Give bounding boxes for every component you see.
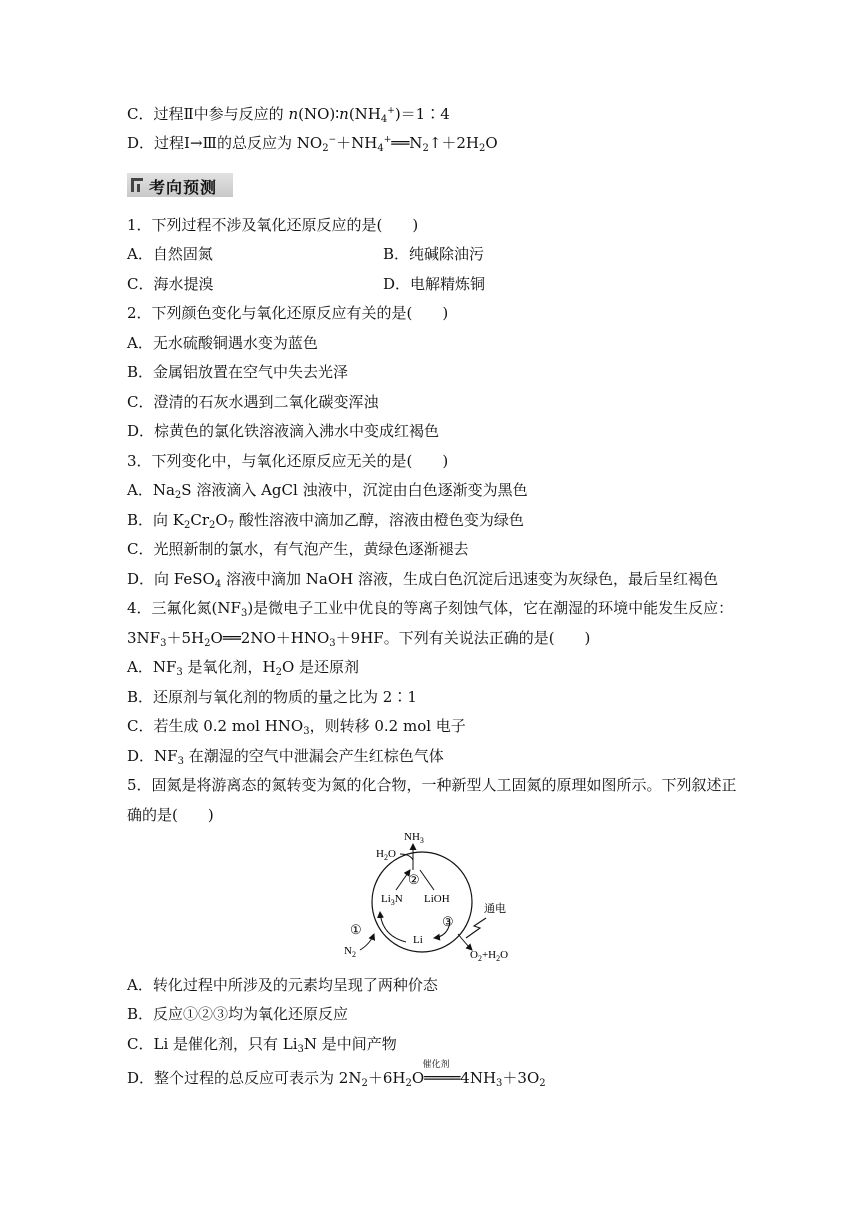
arrow-from-h2o [400, 854, 413, 860]
q4-option-c: C．若生成 0.2 mol $HNO_3$，则转移 0.2 mol 电子 [127, 717, 466, 737]
arrow-li-to-li3n [380, 912, 406, 942]
section-mark-icon [131, 178, 143, 192]
q3-option-c: C．光照新制的氯水，有气泡产生，黄绿色逐渐褪去 [127, 540, 469, 558]
label-li: Li [413, 934, 423, 946]
q5-stem-line1: 5．固氮是将游离态的氮转变为氮的化合物，一种新型人工固氮的原理如图所示。下列叙述正 [127, 776, 737, 794]
label-nh3: $NH_3$ [404, 831, 424, 845]
q5-option-a: A．转化过程中所涉及的元素均呈现了两种价态 [127, 976, 438, 994]
section-title: 考向预测 [149, 178, 218, 197]
electricity-bolt-icon [466, 918, 486, 938]
q2-stem: 2．下列颜色变化与氧化还原反应有关的是( ) [127, 304, 449, 322]
q5-stem-line2: 确的是( ) [127, 806, 214, 824]
q1-option-a: A．自然固氮 [127, 245, 213, 263]
q1-option-c: C．海水提溴 [127, 275, 214, 293]
q2-option-a: A．无水硫酸铜遇水变为蓝色 [127, 334, 318, 352]
q5-option-d: D．整个过程的总反应可表示为 $2N_2+6H_2$ 催化剂 $O════4NH_3+3O_2$ [127, 1060, 546, 1089]
label-lioh: LiOH [424, 893, 450, 905]
q3-stem: 3．下列变化中，与氧化还原反应无关的是( ) [127, 452, 449, 470]
arrow-to-o2h2o [458, 934, 472, 950]
marker-3: ③ [442, 914, 454, 929]
label-n2: $N_2$ [344, 945, 356, 959]
section-banner [127, 173, 233, 197]
catalyst-condition: 催化剂 [422, 1060, 450, 1070]
label-power: 通电 [484, 903, 506, 915]
q4-stem: 4．三氟化氮$(NF_3)$是微电子工业中优良的等离子刻蚀气体，它在潮湿的环境中能发生反应： [127, 599, 734, 619]
arrow-from-n2 [360, 934, 374, 950]
arrow-lioh-up [420, 870, 434, 890]
marker-2: ② [408, 872, 420, 887]
q3-option-a: A．$Na_2S$ 溶液滴入 AgCl 浊液中，沉淀由白色逐渐变为黑色 [127, 481, 528, 501]
option-c-process2: C．过程Ⅱ中参与反应的 $n(NO)∶n(NH_4^+)=1∶4$ [127, 105, 450, 125]
option-d-total-reaction: D．过程Ⅰ→Ⅲ的总反应为 $NO_2^-+NH_4^+══N_2↑+2H_2O$ [127, 134, 498, 154]
q4-option-b: B．还原剂与氧化剂的物质的量之比为 2∶1 [127, 688, 417, 706]
q1-stem: 1．下列过程不涉及氧化还原反应的是( ) [127, 216, 419, 234]
marker-1: ① [350, 922, 362, 937]
q3-option-d: D．向 FeSO$_4$ 溶液中滴加 NaOH 溶液，生成白色沉淀后迅速变为灰绿色，最后呈红褐色 [127, 570, 718, 590]
q4-option-d: D．$NF_3$ 在潮湿的空气中泄漏会产生红棕色气体 [127, 747, 444, 767]
q1-option-d: D．电解精炼铜 [383, 275, 486, 293]
nitrogen-fixation-diagram [330, 826, 530, 964]
label-h2o: $H_2O$ [376, 848, 396, 862]
q2-option-d: D．棕黄色的氯化铁溶液滴入沸水中变成红褐色 [127, 422, 440, 440]
q4-equation: $3NF_3+5H_2O══2NO+HNO_3+9HF$。下列有关说法正确的是( ) [127, 629, 591, 649]
q2-option-b: B．金属铝放置在空气中失去光泽 [127, 363, 349, 381]
q4-option-a: A．$NF_3$ 是氧化剂，$H_2O$ 是还原剂 [127, 658, 360, 678]
q3-option-b: B．向 $K_2Cr_2O_7$ 酸性溶液中滴加乙醇，溶液由橙色变为绿色 [127, 511, 524, 531]
label-li3n: $Li_3N$ [381, 893, 403, 907]
q1-option-b: B．纯碱除油污 [383, 245, 485, 263]
label-o2-h2o: $O_2+H_2O$ [470, 949, 509, 963]
q2-option-c: C．澄清的石灰水遇到二氧化碳变浑浊 [127, 393, 379, 411]
q5-option-c: C．Li 是催化剂，只有 $Li_3N$ 是中间产物 [127, 1035, 397, 1055]
q5-option-b: B．反应①②③均为氧化还原反应 [127, 1005, 349, 1023]
